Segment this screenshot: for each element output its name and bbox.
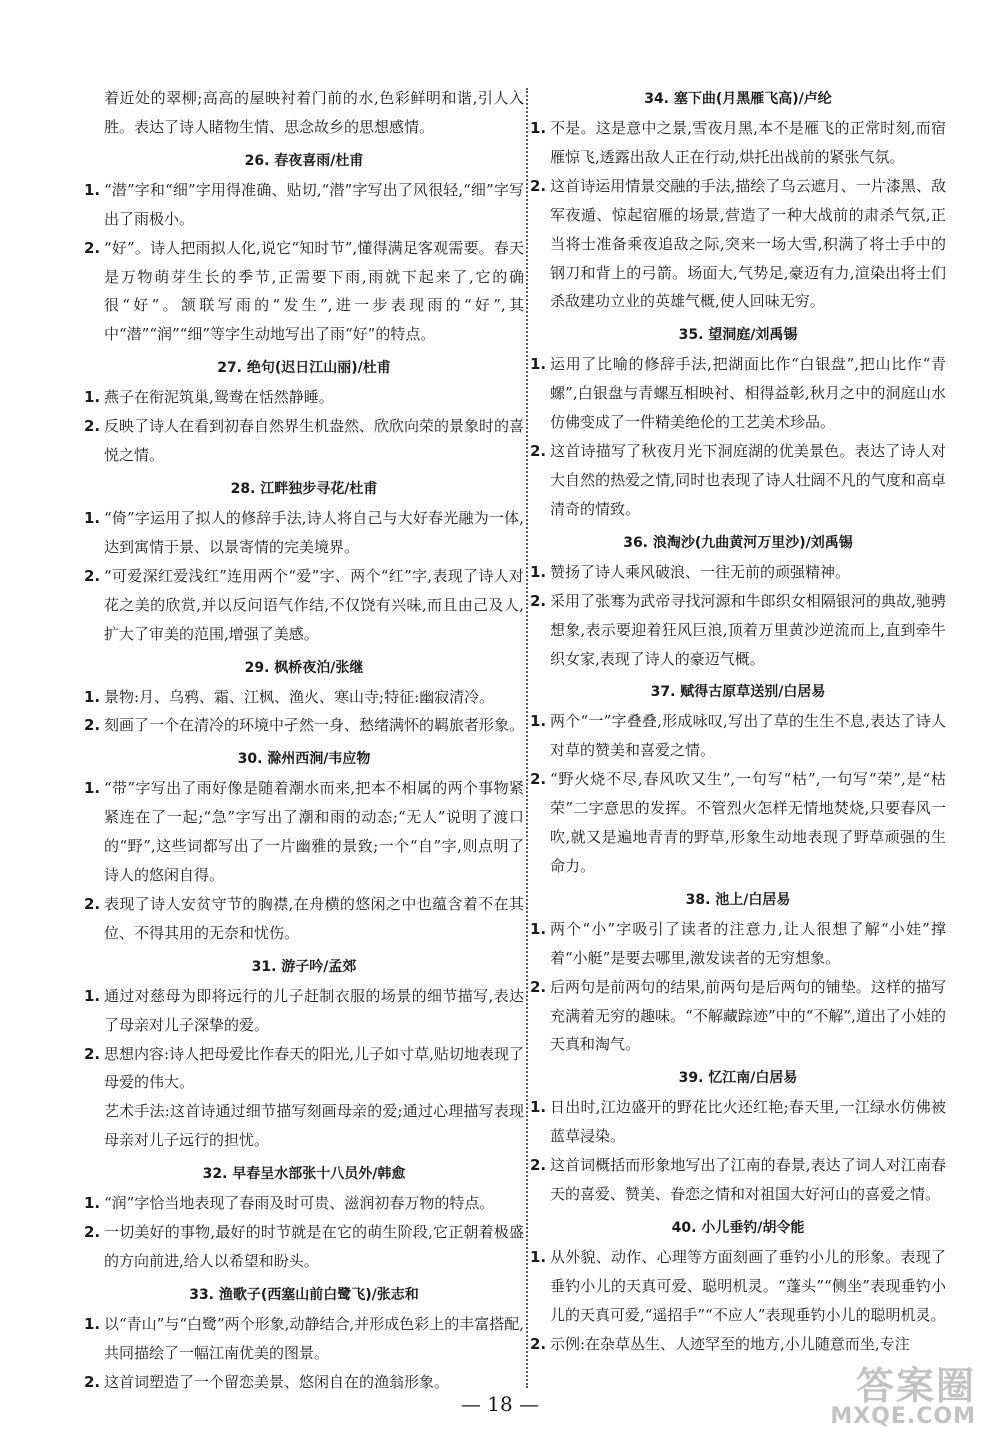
answer-item	[530, 558, 946, 587]
item-text: “润”字恰当地表现了春雨及时可贵、滋润初春万物的特点。	[104, 1194, 495, 1213]
item-number: 1.	[530, 355, 547, 374]
item-number: 2.	[84, 716, 101, 735]
item-text: “野火烧不尽,春风吹又生”,一句写“枯”,一句写“荣”,是“枯荣”二字意思的发挥。不管烈火怎样无情地焚烧,只要春风一吹,就又是遍地青青的野草,形象生动地表现了野草顽强的生命力。	[550, 770, 946, 875]
section-32	[84, 1159, 524, 1276]
item-text: 采用了张骞为武帝寻找河源和牛郎织女相隔银河的典故,驰骋想象,表示要迎着狂风巨浪,顶着万里黄沙逆流而上,直到牵牛织女家,表现了诗人的豪迈气概。	[550, 591, 946, 668]
answer-item	[530, 587, 946, 674]
item-text: “倚”字运用了拟人的修辞手法,诗人将自己与大好春光融为一体,达到寓情于景、以景寄情的完美境界。	[104, 508, 524, 556]
section-title: 26. 春夜喜雨/杜甫	[244, 152, 364, 169]
section-title: 36. 浪淘沙(九曲黄河万里沙)/刘禹锡	[623, 534, 853, 551]
section-title: 33. 渔歌子(西塞山前白鹭飞)/张志和	[189, 1286, 419, 1303]
answer-item	[530, 1243, 946, 1330]
right-column	[530, 84, 946, 1359]
item-number: 2.	[84, 238, 101, 257]
answer-item	[530, 765, 946, 881]
section-33	[84, 1280, 524, 1397]
item-number: 2.	[530, 770, 547, 789]
section-title: 40. 小儿垂钓/胡令能	[671, 1220, 805, 1236]
item-text: 燕子在衔泥筑巢,鸳鸯在恬然静睡。	[104, 388, 334, 407]
item-text: 反映了诗人在看到初春自然界生机盎然、欣欣向荣的景象时的喜悦之情。	[104, 417, 525, 465]
continuation-text: 着近处的翠柳;高高的屋映衬着门前的水,色彩鲜明和谐,引人入胜。表达了诗人睹物生情、思念故乡的思想感情。	[104, 89, 524, 136]
section-title: 30. 滁州西涧/韦应物	[237, 751, 371, 768]
item-text: 日出时,江边盛开的野花比火还红艳;春天里,一江绿水仿佛被蓝草浸染。	[550, 1098, 946, 1146]
item-text: 思想内容:诗人把母爱比作春天的阳光,儿子如寸草,贴切地表现了母爱的伟大。	[104, 1044, 524, 1092]
section-26	[84, 146, 524, 349]
item-number: 1.	[530, 1098, 547, 1117]
item-text: 以“青山”与“白鹭”两个形象,动静结合,并形成色彩上的丰富搭配,共同描绘了一幅江南优美的图景。	[104, 1314, 524, 1362]
section-title: 38. 池上/白居易	[685, 891, 791, 908]
item-number: 1.	[530, 1248, 547, 1266]
answer-item	[530, 114, 946, 172]
answer-item	[530, 973, 946, 1060]
item-text: 一切美好的事物,最好的时节就是在它的萌生阶段,它正朝着极盛的方向前进,给人以希望和盼头。	[104, 1223, 524, 1270]
item-text: 赞扬了诗人乘风破浪、一往无前的顽强精神。	[550, 562, 851, 581]
answer-item	[84, 982, 524, 1040]
item-number: 1.	[530, 712, 547, 731]
watermark-url: MXQE.COM	[830, 1404, 976, 1429]
section-31	[84, 952, 524, 1155]
answer-item	[84, 890, 524, 948]
answer-item	[84, 176, 524, 234]
item-text: 通过对慈母为即将远行的儿子赶制衣服的场景的细节描写,表达了母亲对儿子深挚的爱。	[104, 986, 524, 1034]
page-number: — 18 —	[460, 1392, 540, 1416]
answer-item	[530, 1151, 946, 1209]
answer-item	[530, 437, 946, 524]
item-text: 从外貌、动作、心理等方面刻画了垂钓小儿的形象。表现了垂钓小儿的天真可爱、聪明机灵。“蓬头”“侧坐”表现垂钓小儿的天真可爱,“遥招手”“不应人”表现垂钓小儿的聪明机灵。	[550, 1248, 946, 1324]
section-title: 34. 塞下曲(月黑雁飞高)/卢纶	[644, 91, 832, 107]
section-36	[530, 528, 946, 674]
item-text: 表现了诗人安贫守节的胸襟,在舟横的悠闲之中也蕴含着不在其位、不得其用的无奈和忧伤。	[104, 894, 524, 942]
item-text: “潜”字和“细”字用得准确、贴切,“潜”字写出了风很轻,“细”字写出了雨极小。	[104, 180, 524, 228]
item-number: 2.	[530, 591, 547, 610]
answer-item	[530, 1330, 946, 1359]
item-number: 2.	[84, 566, 101, 585]
section-30	[84, 744, 524, 947]
item-text: 后两句是前两句的结果,前两句是后两句的铺垫。这样的描写充满着无穷的趣味。“不解藏踪迹”中的“不解”,道出了小娃的天真和淘气。	[550, 977, 946, 1054]
answer-item	[84, 504, 524, 562]
answer-item	[530, 915, 946, 973]
item-text: 两个“小”字吸引了读者的注意力,让人很想了解“小娃”撑着“小艇”是要去哪里,激发读者的无穷想象。	[550, 919, 946, 967]
item-text: “带”字写出了雨好像是随着潮水而来,把本不相属的两个事物紧紧连在了一起;“急”字写出了潮和雨的动态;“无人”说明了渡口的“野”,这些词都写出了一片幽雅的景致;一个“自”字,则点明了诗人的悠闲自得。	[104, 779, 524, 885]
item-number: 1.	[84, 687, 101, 706]
answer-item	[84, 383, 524, 412]
item-number: 1.	[84, 779, 101, 798]
item-number: 1.	[530, 119, 547, 137]
answer-item	[84, 711, 524, 740]
answer-item	[84, 683, 524, 712]
item-text: 示例:在杂草丛生、人迹罕至的地方,小儿随意而坐,专注	[550, 1334, 910, 1353]
section-title: 35. 望洞庭/刘禹锡	[678, 327, 798, 344]
item-text: 景物:月、乌鸦、霜、江枫、渔火、寒山寺;特征:幽寂清冷。	[104, 687, 495, 706]
item-text: 这首词概括而形象地写出了江南的春景,表达了词人对江南春天的喜爱、赞美、眷恋之情和对祖国大好河山的喜爱之情。	[550, 1156, 946, 1204]
answer-extra: 艺术手法:这首诗通过细节描写刻画母亲的爱;通过心理描写表现母亲对儿子远行的担忧。	[104, 1102, 524, 1150]
item-number: 1.	[84, 180, 101, 199]
item-number: 1.	[84, 986, 101, 1005]
item-number: 2.	[530, 1156, 547, 1175]
item-text: “好”。诗人把雨拟人化,说它“知时节”,懂得满足客观需要。春天是万物萌芽生长的季节,正需要下雨,雨就下起来了,它的确很“好”。颔联写雨的“发生”,进一步表现雨的“好”,其中“潜”“润”“细”等字生动地写出了雨“好”的特点。	[104, 238, 524, 344]
answer-item	[530, 1093, 946, 1151]
item-text: 运用了比喻的修辞手法,把湖面比作“白银盘”,把山比作“青螺”,白银盘与青螺互相映衬、相得益彰,秋月之中的洞庭山水仿佛变成了一件精美绝伦的工艺美术珍品。	[550, 355, 946, 432]
item-number: 1.	[84, 1314, 101, 1333]
item-number: 2.	[530, 176, 547, 195]
section-title: 28. 江畔独步寻花/杜甫	[230, 480, 378, 497]
section-37	[530, 677, 946, 880]
item-number: 2.	[84, 894, 101, 913]
item-number: 1.	[530, 562, 547, 581]
answer-item	[84, 1189, 524, 1218]
item-number: 2.	[530, 977, 547, 996]
section-40	[530, 1213, 946, 1359]
answer-item	[530, 707, 946, 765]
section-29	[84, 653, 524, 741]
answer-item	[84, 234, 524, 350]
item-number: 1.	[84, 388, 101, 407]
section-title: 27. 绝句(迟日江山丽)/杜甫	[217, 360, 391, 377]
item-number: 1.	[530, 919, 547, 938]
answer-item	[84, 774, 524, 890]
item-number: 2.	[84, 1223, 101, 1242]
item-text: “可爱深红爱浅红”连用两个“爱”字、两个“红”字,表现了诗人对花之美的欣赏,并以反问语气作结,不仅饶有兴味,而且由己及人,扩大了审美的范围,增强了美感。	[104, 566, 524, 643]
left-column	[84, 84, 524, 1397]
item-text: 这首诗描写了秋夜月光下洞庭湖的优美景色。表达了诗人对大自然的热爱之情,同时也表现了诗人壮阔不凡的气度和高卓清奇的情致。	[550, 442, 946, 518]
answer-item	[530, 350, 946, 437]
item-text: 这首诗运用情景交融的手法,描绘了乌云遮月、一片漆黑、敌军夜遁、惊起宿雁的场景,营造了一种大战前的肃杀气氛,正当将士准备乘夜追敌之际,突来一场大雪,积满了将士手中的钢刀和背上的弓箭。场面大,气势足,豪迈有力,渲染出将士们杀敌建功立业的英雄气概,使人回味无穷。	[550, 176, 946, 311]
section-27	[84, 353, 524, 470]
section-title: 31. 游子吟/孟郊	[251, 958, 357, 975]
section-38	[530, 885, 946, 1060]
answer-item	[530, 172, 946, 317]
watermark-logo-text: 答案圈	[855, 1364, 976, 1408]
item-number: 2.	[530, 442, 547, 461]
item-text: 两个“一”字叠叠,形成咏叹,写出了草的生生不息,表达了诗人对草的赞美和喜爱之情。	[550, 712, 946, 760]
item-number: 1.	[84, 508, 101, 527]
section-28	[84, 474, 524, 649]
answer-item	[84, 1040, 524, 1098]
item-number: 2.	[84, 1372, 101, 1391]
item-text: 不是。这是意中之景,雪夜月黑,本不是雁飞的正常时刻,而宿雁惊飞,透露出敌人正在行动,烘托出战前的紧张气氛。	[550, 119, 946, 166]
item-number: 2.	[84, 1044, 101, 1063]
answer-item	[84, 562, 524, 649]
item-text: 刻画了一个在清冷的环境中孑然一身、愁绪满怀的羁旅者形象。	[104, 716, 525, 735]
section-title: 29. 枫桥夜泊/张继	[244, 659, 364, 676]
section-35	[530, 320, 946, 523]
item-text: 这首词塑造了一个留恋美景、悠闲自在的渔翁形象。	[104, 1372, 450, 1391]
section-39	[530, 1063, 946, 1209]
section-34	[530, 84, 946, 316]
item-number: 2.	[530, 1334, 547, 1353]
column-divider	[526, 88, 528, 1388]
item-number: 2.	[84, 417, 101, 436]
item-number: 1.	[84, 1194, 101, 1213]
answer-item	[84, 1310, 524, 1368]
answer-item	[84, 412, 524, 470]
answer-item	[84, 1218, 524, 1276]
section-title: 32. 早春呈水部张十八员外/韩愈	[202, 1166, 406, 1183]
section-title: 37. 赋得古原草送别/白居易	[650, 684, 826, 701]
section-title: 39. 忆江南/白居易	[678, 1070, 798, 1087]
